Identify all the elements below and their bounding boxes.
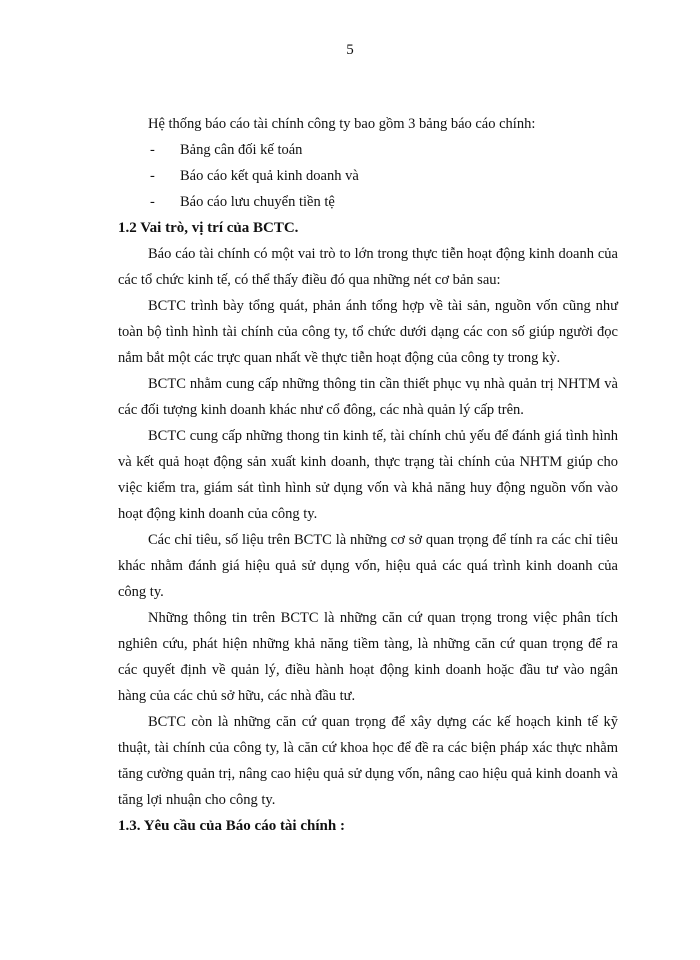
list-item-text: Báo cáo lưu chuyển tiền tệ (180, 194, 335, 210)
body-paragraph: Báo cáo tài chính có một vai trò to lớn trong thực tiễn hoạt động kinh doanh của các tổ chức kinh tế, có thể thấy điều đó qua những nét cơ bản sau: (118, 246, 618, 288)
list-item-text: Báo cáo kết quả kinh doanh và (180, 168, 359, 184)
body-paragraph: BCTC còn là những căn cứ quan trọng để xây dựng các kế hoạch kinh tế kỹ thuật, tài chính của công ty, là căn cứ khoa học để đề ra các biện pháp xác thực nhằm tăng cường quản trị, nâng cao hiệu quả sử dụng vốn, nâng cao hiệu quả kinh doanh và tăng lợi nhuận cho công ty. (118, 714, 618, 808)
page-content (118, 111, 618, 839)
report-list (118, 137, 618, 215)
body-paragraph: BCTC nhằm cung cấp những thông tin cần thiết phục vụ nhà quản trị NHTM và các đối tượng kinh doanh khác như cổ đông, các nhà quản lý cấp trên. (118, 376, 618, 418)
list-item (118, 189, 618, 215)
bullet-marker: - (150, 194, 155, 210)
bullet-marker: - (150, 142, 155, 158)
intro-paragraph: Hệ thống báo cáo tài chính công ty bao gồm 3 bảng báo cáo chính: (148, 116, 536, 132)
section-heading: 1.3. Yêu cầu của Báo cáo tài chính : (118, 818, 345, 834)
body-paragraph: BCTC cung cấp những thong tin kinh tế, tài chính chủ yếu để đánh giá tình hình và kết quả hoạt động sản xuất kinh doanh, thực trạng tài chính của NHTM giúp cho việc kiểm tra, giám sát tình hình sử dụng vốn và khả năng huy động nguồn vốn vào hoạt động kinh doanh của công ty. (118, 428, 618, 522)
body-paragraph: BCTC trình bày tổng quát, phản ánh tổng hợp về tài sản, nguồn vốn cũng như toàn bộ tình hình tài chính của công ty, tổ chức dưới dạng các con số giúp người đọc nắm bắt một các trực quan nhất về thực tiễn hoạt động của công ty trong kỳ. (118, 298, 618, 366)
body-paragraph: Những thông tin trên BCTC là những căn cứ quan trọng trong việc phân tích nghiên cứu, phát hiện những khả năng tiềm tàng, là những căn cứ quan trọng để ra các quyết định về quản lý, điều hành hoạt động kinh doanh hoặc đầu tư vào ngân hàng của các chủ sở hữu, các nhà đầu tư. (118, 610, 618, 704)
body-paragraph: Các chỉ tiêu, số liệu trên BCTC là những cơ sở quan trọng để tính ra các chỉ tiêu khác nhằm đánh giá hiệu quả sử dụng vốn, hiệu quả các quá trình kinh doanh của công ty. (118, 532, 618, 600)
section-heading: 1.2 Vai trò, vị trí của BCTC. (118, 220, 299, 236)
list-item-text: Bảng cân đối kế toán (180, 142, 303, 158)
list-item (118, 137, 618, 163)
page-number: 5 (346, 42, 354, 58)
bullet-marker: - (150, 168, 155, 184)
list-item (118, 163, 618, 189)
